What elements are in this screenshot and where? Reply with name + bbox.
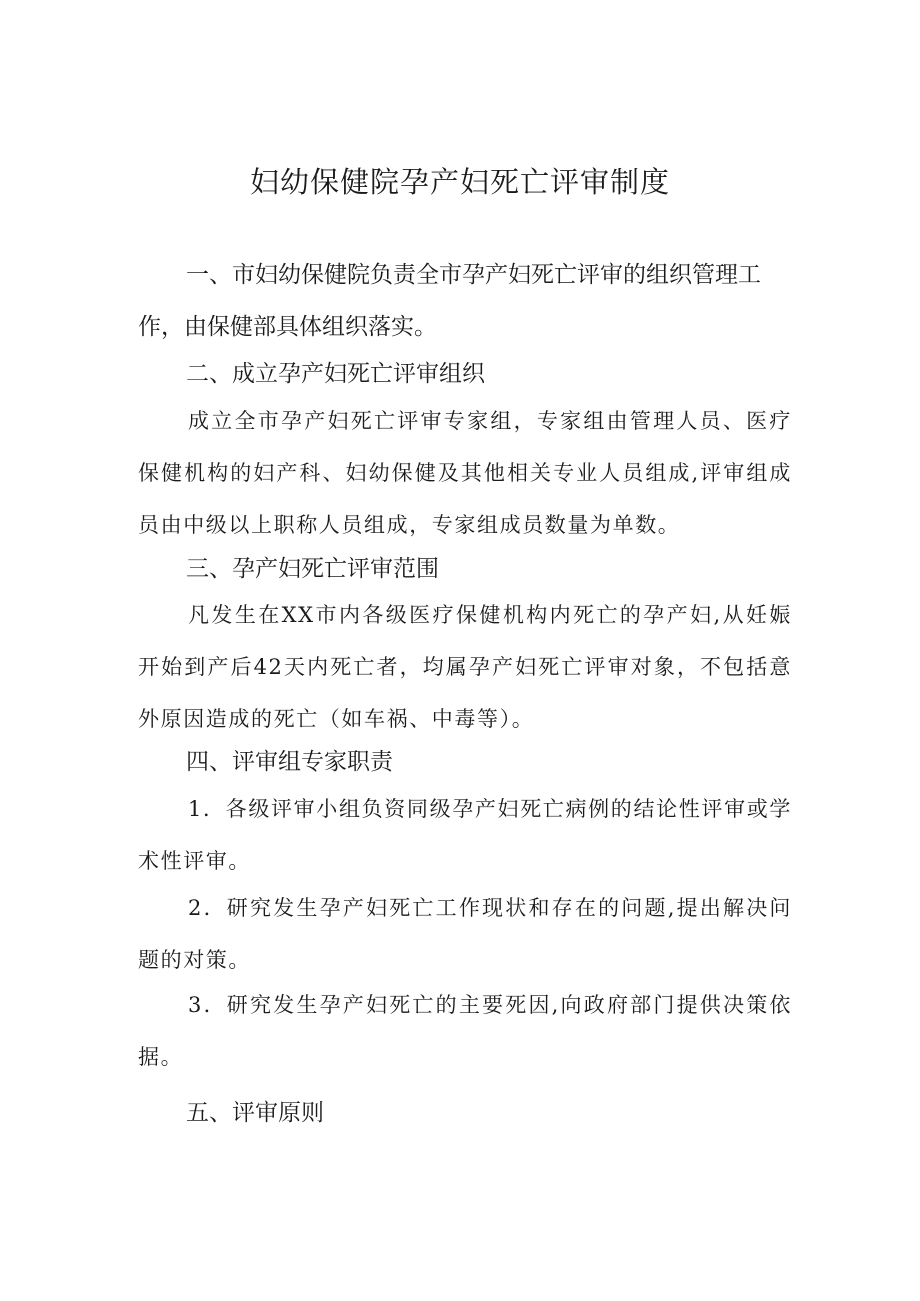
section-5-heading: 五、评审原则 xyxy=(186,1100,324,1126)
section-4-item-2: 2．研究发生孕产妇死亡工作现状和存在的问题,提出解决问题的对策。 xyxy=(138,896,792,972)
section-1-text: 一、市妇幼保健院负责全市孕产妇死亡评审的组织管理工作，由保健部具体组织落实。 xyxy=(138,262,761,340)
section-3-paragraph: 凡发生在XX市内各级医疗保健机构内死亡的孕产妇,从妊娠开始到产后42天内死亡者，均属孕产妇死亡评审对象，不包括意外原因造成的死亡（如车祸、中毒等）。 xyxy=(138,603,792,731)
section-2-heading: 二、成立孕产妇死亡评审组织 xyxy=(186,361,485,387)
section-3-heading: 三、孕产妇死亡评审范围 xyxy=(186,556,439,582)
section-4-item-3: 3．研究发生孕产妇死亡的主要死因,向政府部门提供决策依据。 xyxy=(138,993,792,1069)
section-4-heading: 四、评审组专家职责 xyxy=(186,749,393,775)
document-title: 妇幼保健院孕产妇死亡评审制度 xyxy=(249,165,670,199)
section-4-item-1: 1．各级评审小组负资同级孕产妇死亡病例的结论性评审或学术性评审。 xyxy=(138,797,792,873)
section-2-paragraph: 成立全市孕产妇死亡评审专家组，专家组由管理人员、医疗保健机构的妇产科、妇幼保健及其他相关专业人员组成,评审组成员由中级以上职称人员组成，专家组成员数量为单数。 xyxy=(138,409,792,537)
